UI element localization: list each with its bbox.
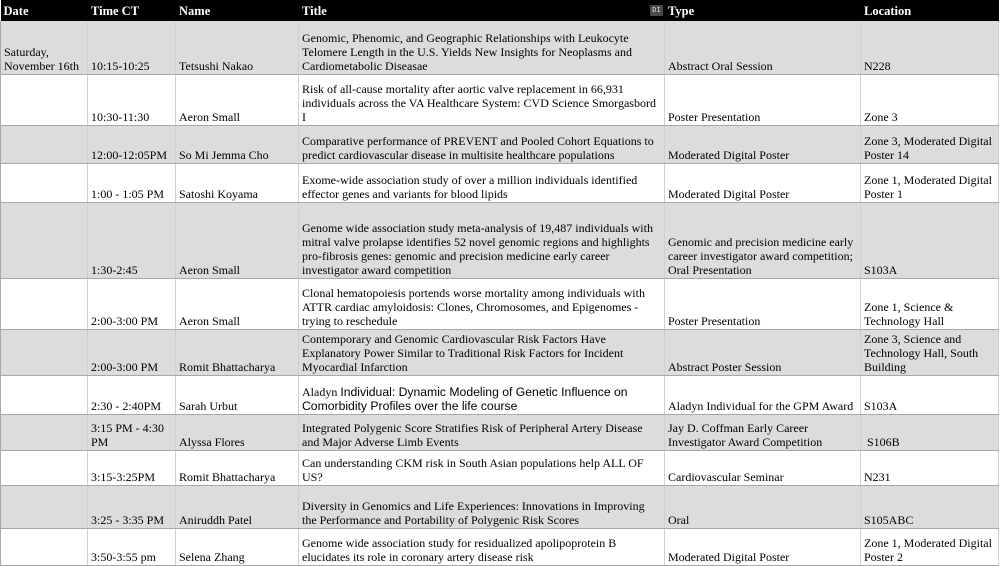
type-cell[interactable]: Abstract Poster Session xyxy=(665,329,861,375)
date-cell[interactable] xyxy=(1,528,88,565)
date-cell[interactable] xyxy=(1,450,88,485)
date-cell[interactable] xyxy=(1,74,88,125)
name-cell[interactable]: Aeron Small xyxy=(176,278,299,329)
table-row xyxy=(1,21,999,74)
time-cell[interactable]: 1:00 - 1:05 PM xyxy=(88,163,176,202)
name-cell[interactable]: Romit Bhattacharya xyxy=(176,329,299,375)
type-cell[interactable]: Oral xyxy=(665,485,861,528)
name-cell[interactable]: Romit Bhattacharya xyxy=(176,450,299,485)
type-cell[interactable]: Cardiovascular Seminar xyxy=(665,450,861,485)
name-cell[interactable]: Aniruddh Patel xyxy=(176,485,299,528)
title-cell[interactable]: Integrated Polygenic Score Stratifies Risk of Peripheral Artery Disease and Major Adverse Limb Events xyxy=(299,414,665,450)
date-cell[interactable] xyxy=(1,278,88,329)
title-prefix: Aladyn xyxy=(302,384,341,399)
time-cell[interactable]: 3:15-3:25PM xyxy=(88,450,176,485)
title-text: Individual: Dynamic Modeling of Genetic Influence on Comorbidity Profiles over the life course xyxy=(302,384,628,413)
name-cell[interactable]: Satoshi Koyama xyxy=(176,163,299,202)
time-cell[interactable]: 2:00-3:00 PM xyxy=(88,329,176,375)
table-row xyxy=(1,278,999,329)
location-cell[interactable]: Zone 1, Moderated Digital Poster 1 xyxy=(861,163,999,202)
title-cell[interactable] xyxy=(299,375,665,414)
title-cell[interactable]: Clonal hematopoiesis portends worse mortality among individuals with ATTR cardiac amyloidosis: Clones, Chromosomes, and Epigenomes - trying to reschedule xyxy=(299,278,665,329)
di-badge-icon: DI xyxy=(650,5,663,16)
time-cell[interactable]: 3:15 PM - 4:30 PM xyxy=(88,414,176,450)
location-cell[interactable]: Zone 3, Moderated Digital Poster 14 xyxy=(861,125,999,163)
header-date[interactable]: Date xyxy=(1,0,88,21)
header-row xyxy=(1,0,999,21)
table-row xyxy=(1,329,999,375)
table-row xyxy=(1,450,999,485)
type-cell[interactable]: Moderated Digital Poster xyxy=(665,528,861,565)
type-cell[interactable]: Aladyn Individual for the GPM Award xyxy=(665,375,861,414)
time-cell[interactable]: 3:50-3:55 pm xyxy=(88,528,176,565)
type-cell[interactable]: Poster Presentation xyxy=(665,278,861,329)
name-cell[interactable]: So Mi Jemma Cho xyxy=(176,125,299,163)
location-cell[interactable]: Zone 3, Science and Technology Hall, South Building xyxy=(861,329,999,375)
location-cell[interactable]: S103A xyxy=(861,202,999,278)
title-cell[interactable]: Genome wide association study for residualized apolipoprotein B elucidates its role in coronary artery disease risk xyxy=(299,528,665,565)
time-cell[interactable]: 10:30-11:30 xyxy=(88,74,176,125)
type-cell[interactable]: Moderated Digital Poster xyxy=(665,125,861,163)
location-cell[interactable]: Zone 3 xyxy=(861,74,999,125)
date-cell[interactable]: Saturday, November 16th xyxy=(1,21,88,74)
location-cell[interactable]: N231 xyxy=(861,450,999,485)
header-location[interactable]: Location xyxy=(861,0,999,21)
name-cell[interactable]: Aeron Small xyxy=(176,74,299,125)
table-row xyxy=(1,163,999,202)
header-name[interactable]: Name xyxy=(176,0,299,21)
type-cell[interactable]: Poster Presentation xyxy=(665,74,861,125)
location-cell[interactable]: S103A xyxy=(861,375,999,414)
date-cell[interactable] xyxy=(1,163,88,202)
title-cell[interactable]: Diversity in Genomics and Life Experiences: Innovations in Improving the Performance and Portability of Polygenic Risk Scores xyxy=(299,485,665,528)
date-cell[interactable] xyxy=(1,414,88,450)
type-cell[interactable]: Moderated Digital Poster xyxy=(665,163,861,202)
table-row xyxy=(1,414,999,450)
name-cell[interactable]: Sarah Urbut xyxy=(176,375,299,414)
date-cell[interactable] xyxy=(1,125,88,163)
title-cell[interactable]: Contemporary and Genomic Cardiovascular Risk Factors Have Explanatory Power Similar to Traditional Risk Factors for Incident Myocardial Infarction xyxy=(299,329,665,375)
location-cell[interactable]: N228 xyxy=(861,21,999,74)
table-row xyxy=(1,375,999,414)
header-type[interactable]: Type xyxy=(665,0,861,21)
name-cell[interactable]: Aeron Small xyxy=(176,202,299,278)
type-cell[interactable]: Abstract Oral Session xyxy=(665,21,861,74)
table-row xyxy=(1,74,999,125)
time-cell[interactable]: 1:30-2:45 xyxy=(88,202,176,278)
type-cell[interactable]: Jay D. Coffman Early Career Investigator Award Competition xyxy=(665,414,861,450)
title-cell[interactable]: Genome wide association study meta-analysis of 19,487 individuals with mitral valve prolapse identifies 52 novel genomic regions and highlights pro-fibrosis genes: genomic and precision medicine early career investigator award competition xyxy=(299,202,665,278)
date-cell[interactable] xyxy=(1,375,88,414)
table-row xyxy=(1,125,999,163)
title-cell[interactable]: Risk of all-cause mortality after aortic valve replacement in 66,931 individuals across the VA Healthcare System: CVD Science Smorgasbord I xyxy=(299,74,665,125)
title-cell[interactable]: Genomic, Phenomic, and Geographic Relationships with Leukocyte Telomere Length in the U.S. Yields New Insights for Neoplasms and Cardiometabolic Diseasae xyxy=(299,21,665,74)
name-cell[interactable]: Alyssa Flores xyxy=(176,414,299,450)
table-row xyxy=(1,485,999,528)
type-cell[interactable]: Genomic and precision medicine early career investigator award competition; Oral Presentation xyxy=(665,202,861,278)
title-cell[interactable]: Exome-wide association study of over a million individuals identified effector genes and variants for blood lipids xyxy=(299,163,665,202)
table-row xyxy=(1,202,999,278)
location-cell[interactable]: Zone 1, Science & Technology Hall xyxy=(861,278,999,329)
header-title[interactable]: Title xyxy=(299,0,665,21)
time-cell[interactable]: 10:15-10:25 xyxy=(88,21,176,74)
name-cell[interactable]: Tetsushi Nakao xyxy=(176,21,299,74)
time-cell[interactable]: 2:30 - 2:40PM xyxy=(88,375,176,414)
date-cell[interactable] xyxy=(1,202,88,278)
date-cell[interactable] xyxy=(1,485,88,528)
header-time[interactable]: Time CT xyxy=(88,0,176,21)
location-cell[interactable]: S105ABC xyxy=(861,485,999,528)
table-row xyxy=(1,528,999,565)
location-cell[interactable]: S106B xyxy=(861,414,999,450)
time-cell[interactable]: 12:00-12:05PM xyxy=(88,125,176,163)
title-cell[interactable]: Can understanding CKM risk in South Asian populations help ALL OF US? xyxy=(299,450,665,485)
time-cell[interactable]: 3:25 - 3:35 PM xyxy=(88,485,176,528)
location-cell[interactable]: Zone 1, Moderated Digital Poster 2 xyxy=(861,528,999,565)
title-cell[interactable]: Comparative performance of PREVENT and Pooled Cohort Equations to predict cardiovascular disease in multisite healthcare populations xyxy=(299,125,665,163)
name-cell[interactable]: Selena Zhang xyxy=(176,528,299,565)
date-cell[interactable] xyxy=(1,329,88,375)
time-cell[interactable]: 2:00-3:00 PM xyxy=(88,278,176,329)
